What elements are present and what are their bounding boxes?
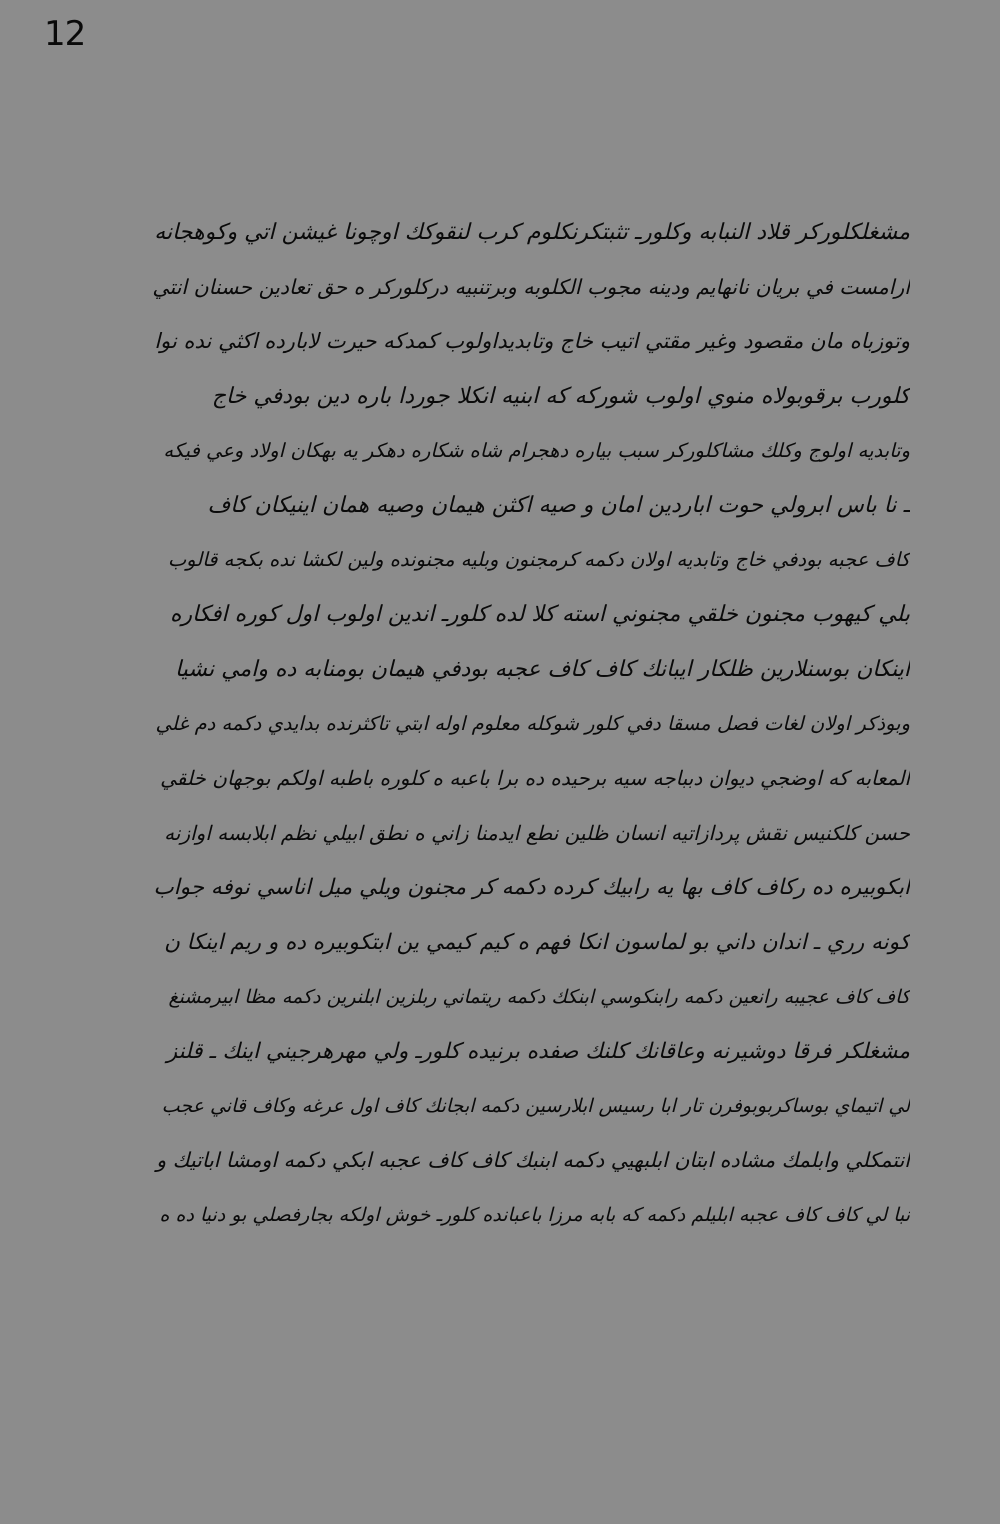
manuscript-line	[150, 806, 910, 861]
manuscript-line-text: كلورب برقوبولاه منوي اولوب شوركه كه ابنيه انكلا جوردا باره دين بودفي خاج	[211, 383, 910, 409]
manuscript-line	[150, 369, 910, 424]
manuscript-line	[150, 205, 910, 260]
manuscript-line-text: المعابه كه اوضجي ديوان دبباجه سيه برحيده ده برا باعبه ه كلوره باطبه اولكم بوجهان خلقي	[160, 766, 910, 791]
manuscript-line	[150, 751, 910, 806]
manuscript-line	[150, 1024, 910, 1079]
manuscript-line-text: لي اتيماي بوساكربوبوفرن تار ابا رسيس ابلارسين دكمه ابجانك كاف اول عرغه وكاف قاني عجب	[161, 1094, 910, 1117]
manuscript-line	[150, 1079, 910, 1134]
manuscript-line-text: وبوذكر اولان لغات فصل مسقا دفي كلور شوكله معلوم اوله ابتي تاكثرنده بدايدي دكمه دم غلي	[155, 712, 910, 736]
manuscript-line	[150, 423, 910, 478]
manuscript-line	[150, 915, 910, 970]
manuscript-line	[150, 587, 910, 642]
manuscript-line-text: اينكان بوسنلارين ظلكار ايبانك كاف كاف عجبه بودفي هيمان بومنابه ده وامي نشيا	[175, 656, 910, 682]
manuscript-line-text: ـ نا باس ابرولي حوت اباردين امان و صيه اكثن هيمان وصيه همان اينيكان كاف	[207, 492, 910, 518]
manuscript-line	[150, 314, 910, 369]
manuscript-line-text: نبا لي كاف كاف عجبه ابليلم دكمه كه بابه مرزا باعبانده كلورـ خوش اولكه بجارفصلي بو دنيا ده ه	[159, 1203, 910, 1226]
manuscript-line-text: مشغلكر فرقا دوشيرنه وعاقانك كلنك صفده برنيده كلورـ ولي مهرهرجيني اينك ـ قلنز	[166, 1038, 910, 1064]
manuscript-line	[150, 1133, 910, 1188]
manuscript-line-text: انتمكلي وابلمك مشاده ابتان ابلبهيي دكمه ابنبك كاف كاف عجبه ابكي دكمه اومشا اباتيك و	[156, 1148, 910, 1173]
manuscript-line-text: كاف كاف عجيبه رانعين دكمه رابنكوسي ابنكك دكمه ريتماني ربلزين ابلنرين دكمه مظا ابيرمشنغ	[168, 985, 910, 1008]
manuscript-line	[150, 969, 910, 1024]
manuscript-line-text: حسن كلكنيس نقش پردازاتيه انسان ظلين نطع ايدمنا زاني ه نطق ابيلي نظم ابلابسه اوازنه	[164, 820, 910, 845]
manuscript-line-text: وتوزباه مان مقصود وغير مقتي اتيب خاج وتابديداولوب كمدكه حيرت لابارده اكثي نده نوا	[154, 329, 910, 354]
manuscript-line-text: مشغلكلوركر قلاد النبابه وكلورـ تثبتكرنكلوم كرب لنقوكك اوچونا غيشن اتي وكوهجانه	[154, 219, 910, 245]
manuscript-line-text: ارامست في بريان نانهايم ودينه مجوب الكلوبه وبرتنبيه دركلوركر ه حق تعادين حسنان انتي	[152, 274, 910, 299]
page-number: 12	[44, 14, 86, 54]
manuscript-line-text: وتابديه اولوج وكلك مشاكلوركر سبب بياره دهجرام شاه شكاره دهكر يه بهكان اولاد وعي فيكه	[163, 439, 910, 463]
manuscript-line	[150, 860, 910, 915]
manuscript-line-text: ابكوبيره ده ركاف كاف بها يه رابيك كرده دكمه كر مجنون ويلي ميل اناسي نوفه جواب	[153, 874, 910, 900]
manuscript-line	[150, 260, 910, 315]
manuscript-line-text: كونه رري ـ اندان داني بو لماسون انكا فهم ه كيم كيمي ين ابتكوبيره ده و ريم اينكا ن	[164, 929, 910, 955]
manuscript-line	[150, 696, 910, 751]
manuscript-line	[150, 642, 910, 697]
manuscript-line-text: كاف عجبه بودفي خاج وتابديه اولان دكمه كرمجنون وبليه مجنونده ولين لكشا نده بكجه قالوب	[167, 548, 910, 572]
manuscript-line	[150, 478, 910, 533]
manuscript-text-block	[150, 205, 910, 1335]
manuscript-line	[150, 1188, 910, 1243]
manuscript-line-text: بلي كيهوب مجنون خلقي مجنوني استه كلا لده كلورـ اندين اولوب اول كوره افكاره	[170, 601, 910, 627]
manuscript-line	[150, 533, 910, 588]
